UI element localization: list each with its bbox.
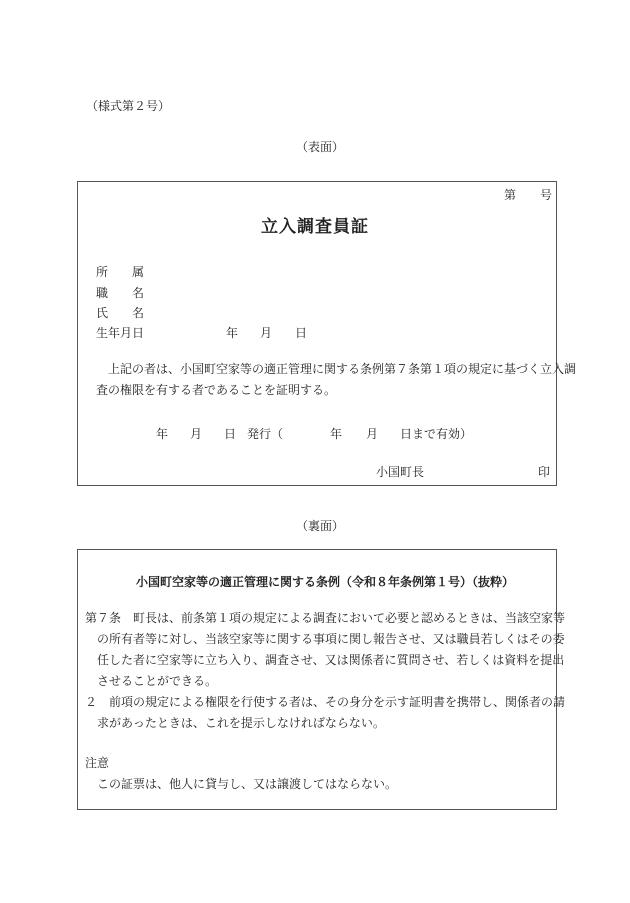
front-card [77,181,577,486]
ordinance-title: 小国町空家等の適正管理に関する条例（令和８年条例第１号）（抜粋） [136,575,515,589]
front-side-label: （表面） [296,140,345,154]
article-7 [85,608,566,734]
seal-mark: 印 [538,465,551,479]
issue-year-label: 年 [156,427,169,441]
field-position-label-b: 名 [132,286,145,300]
note-text: この証票は、他人に貸与し、又は譲渡してはならない。 [97,777,398,791]
birth-year-label: 年 [226,326,239,340]
field-affiliation-label-a: 所 [96,265,109,279]
certificate-number-suffix: 号 [540,188,553,202]
field-birthdate-label: 生年月日 [96,326,145,340]
issued-label: 発行（ [247,427,284,441]
article-7-line-3: 任した者に空家等に立ち入り、調査させ、又は関係者に質問させ、若しくは資料を提出 [97,653,565,667]
field-name-label-a: 氏 [96,306,109,320]
article-7-line-4: させることができる。 [97,674,218,688]
card-title: 立入調査員証 [261,217,369,237]
field-affiliation-label-b: 属 [132,265,145,279]
field-position-label-a: 職 [96,286,109,300]
article-7-2-line-2: 求があったときは、これを提示しなければならない。 [97,716,385,730]
valid-year-label: 年 [330,427,343,441]
valid-until-label: 日まで有効） [400,427,473,441]
statement-line-2: 査の権限を有する者であることを証明する。 [96,383,337,397]
back-card [77,549,566,810]
back-side-label: （裏面） [296,519,345,533]
field-name-label-b: 名 [132,306,145,320]
valid-month-label: 月 [366,427,379,441]
note-label: 注意 [85,756,110,770]
certification-statement [96,359,577,401]
birth-month-label: 月 [260,326,273,340]
issuer-label: 小国町長 [376,465,425,479]
article-7-text-1: 町長は、前条第１項の規定による調査において必要と認めるときは、当該空家等 [133,611,566,625]
article-7-2-text-1: 前項の規定による権限を行使する者は、その身分を示す証明書を携帯し、関係者の請 [109,695,566,709]
article-7-line-1 [85,608,566,629]
statement-line-1: 上記の者は、小国町空家等の適正管理に関する条例第７条第１項の規定に基づく立入調 [108,362,577,376]
certificate-number-prefix: 第 [504,188,517,202]
issue-day-label: 日 [224,427,237,441]
birth-day-label: 日 [295,326,308,340]
article-7-line-2: の所有者等に対し、当該空家等に関する事項に関し報告させ、又は職員若しくはその委 [97,632,565,646]
issue-month-label: 月 [190,427,203,441]
article-7-2-line-1 [85,692,566,713]
article-7-heading: 第７条 [85,611,122,625]
form-number-label: （様式第２号） [86,99,171,113]
article-7-2-number: ２ [85,695,98,709]
